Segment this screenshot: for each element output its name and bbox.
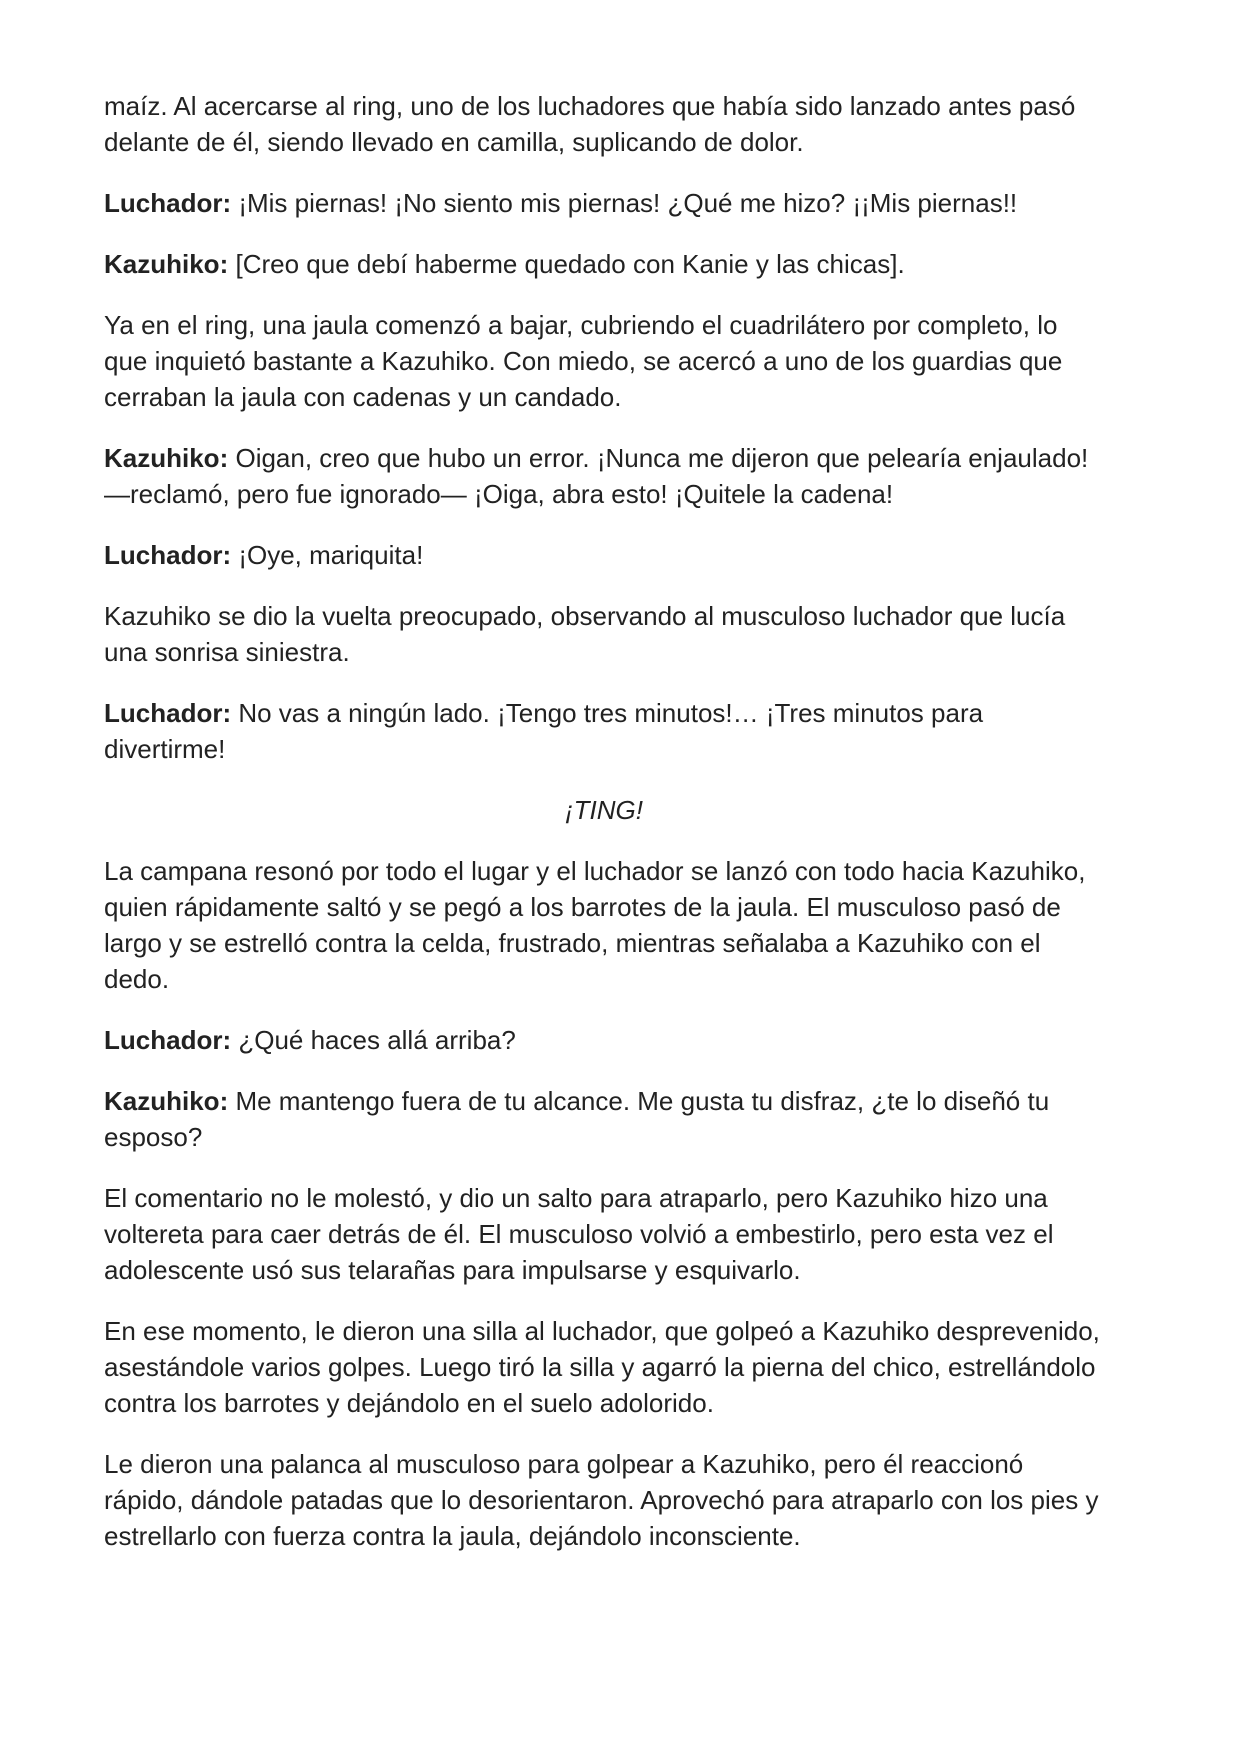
dialogue-text: ¿Qué haces allá arriba? — [238, 1025, 516, 1055]
dialogue-paragraph — [104, 246, 1104, 282]
narration-paragraph: maíz. Al acercarse al ring, uno de los luchadores que había sido lanzado antes pasó delante de él, siendo llevado en camilla, suplicando de dolor. — [104, 91, 1076, 157]
narration-paragraph: Le dieron una palanca al musculoso para golpear a Kazuhiko, pero él reaccionó rápido, dándole patadas que lo desorientaron. Aprovechó para atraparlo con los pies y estrellarlo con fuerza contra la jaula, dejándolo inconsciente. — [104, 1449, 1099, 1551]
speaker-name: Kazuhiko: — [104, 249, 229, 279]
speaker-name: Luchador: — [104, 1025, 232, 1055]
dialogue-text: Oigan, creo que hubo un error. ¡Nunca me dijeron que pelearía enjaulado! —reclamó, pero fue ignorado— ¡Oiga, abra esto! ¡Quitele la cadena! — [104, 443, 1089, 509]
narration-paragraph: En ese momento, le dieron una silla al luchador, que golpeó a Kazuhiko desprevenido, asestándole varios golpes. Luego tiró la silla y agarró la pierna del chico, estrellándolo contra los barrotes y dejándolo en el suelo adolorido. — [104, 1316, 1100, 1418]
dialogue-text: ¡Oye, mariquita! — [238, 540, 424, 570]
narration-paragraph: Kazuhiko se dio la vuelta preocupado, observando al musculoso luchador que lucía una sonrisa siniestra. — [104, 601, 1066, 667]
narration-paragraph: Ya en el ring, una jaula comenzó a bajar, cubriendo el cuadrilátero por completo, lo que inquietó bastante a Kazuhiko. Con miedo, se acercó a uno de los guardias que cerraban la jaula con cadenas y un candado. — [104, 310, 1063, 412]
dialogue-text: [Creo que debí haberme quedado con Kanie y las chicas]. — [235, 249, 905, 279]
sound-effect: ¡TING! — [565, 795, 643, 825]
page-body — [104, 88, 1104, 1579]
dialogue-text: Me mantengo fuera de tu alcance. Me gusta tu disfraz, ¿te lo diseñó tu esposo? — [104, 1086, 1050, 1152]
dialogue-paragraph — [104, 537, 1104, 573]
dialogue-text: No vas a ningún lado. ¡Tengo tres minutos!… ¡Tres minutos para divertirme! — [104, 698, 984, 764]
speaker-name: Kazuhiko: — [104, 1086, 229, 1116]
speaker-name: Luchador: — [104, 540, 232, 570]
narration-paragraph: La campana resonó por todo el lugar y el luchador se lanzó con todo hacia Kazuhiko, quien rápidamente saltó y se pegó a los barrotes de la jaula. El musculoso pasó de largo y se estrelló contra la celda, frustrado, mientras señalaba a Kazuhiko con el dedo. — [104, 856, 1086, 994]
dialogue-paragraph — [104, 185, 1104, 221]
dialogue-text: ¡Mis piernas! ¡No siento mis piernas! ¿Qué me hizo? ¡¡Mis piernas!! — [238, 188, 1018, 218]
narration-paragraph: El comentario no le molestó, y dio un salto para atraparlo, pero Kazuhiko hizo una voltereta para caer detrás de él. El musculoso volvió a embestirlo, pero esta vez el adolescente usó sus telarañas para impulsarse y esquivarlo. — [104, 1183, 1054, 1285]
dialogue-paragraph — [104, 440, 1104, 512]
dialogue-paragraph — [104, 1083, 1104, 1155]
dialogue-paragraph — [104, 695, 1104, 767]
speaker-name: Kazuhiko: — [104, 443, 229, 473]
speaker-name: Luchador: — [104, 698, 232, 728]
speaker-name: Luchador: — [104, 188, 232, 218]
dialogue-paragraph — [104, 1022, 1104, 1058]
